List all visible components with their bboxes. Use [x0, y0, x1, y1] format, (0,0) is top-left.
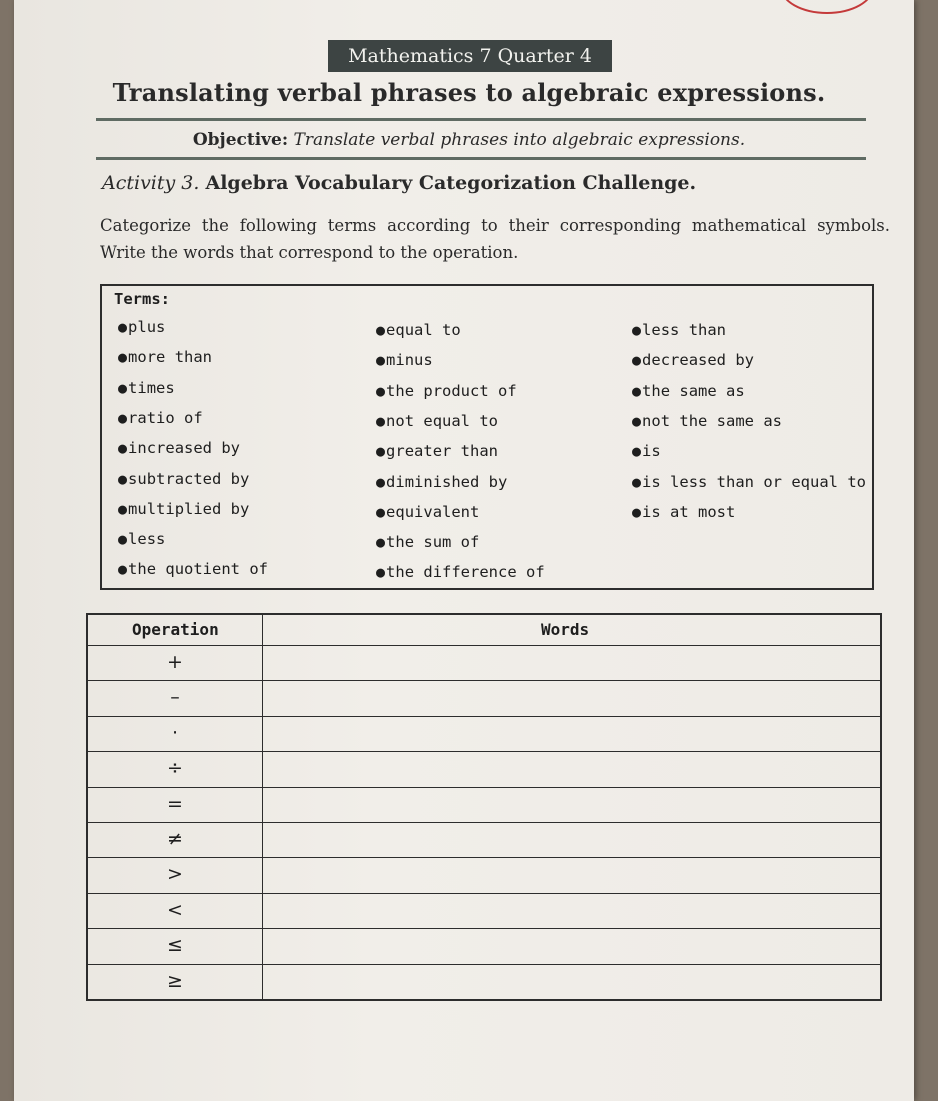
bullet-icon: ●: [376, 472, 386, 491]
term-text: equal to: [386, 321, 461, 339]
red-ink-mark: [780, 0, 874, 14]
bullet-icon: ●: [632, 502, 642, 521]
term-item: [118, 409, 203, 427]
term-item: [376, 442, 498, 460]
operation-header: Operation: [132, 620, 219, 639]
term-item: [376, 412, 498, 430]
table-row-divider: [88, 822, 880, 823]
operation-symbol: ≠: [167, 828, 183, 850]
subject-banner: Mathematics 7 Quarter 4: [328, 40, 612, 72]
term-item: [632, 473, 866, 491]
bullet-icon: ●: [376, 321, 386, 339]
term-item: [376, 473, 507, 491]
term-item: [376, 533, 479, 551]
bullet-icon: ●: [376, 411, 386, 430]
term-text: is: [642, 442, 661, 461]
bullet-icon: ●: [118, 318, 128, 336]
bullet-icon: ●: [118, 469, 128, 488]
table-row-divider: [88, 645, 880, 646]
term-text: not the same as: [642, 411, 783, 430]
table-row-divider: [88, 680, 880, 681]
bullet-icon: ●: [632, 381, 642, 400]
activity-number: Activity 3.: [102, 172, 200, 194]
table-row-divider: [88, 928, 880, 929]
bullet-icon: ●: [376, 502, 386, 521]
operation-symbol: ≤: [167, 934, 183, 957]
term-item: [376, 503, 479, 521]
bullet-icon: ●: [632, 472, 642, 491]
term-item: [376, 321, 461, 339]
objective-line: [0, 130, 938, 150]
term-text: increased by: [128, 439, 241, 458]
term-text: less than: [642, 321, 727, 339]
term-text: equivalent: [386, 502, 480, 521]
title-rule-bottom: [96, 157, 866, 160]
term-text: is at most: [642, 502, 736, 521]
term-text: subtracted by: [128, 469, 250, 488]
bullet-icon: ●: [118, 499, 128, 518]
table-row-divider: [88, 751, 880, 752]
bullet-icon: ●: [118, 439, 128, 458]
operation-words-table: [86, 613, 882, 1001]
term-text: minus: [386, 351, 433, 370]
term-text: the same as: [642, 381, 745, 400]
term-text: the sum of: [386, 533, 480, 552]
term-item: [376, 382, 517, 400]
objective-text: Translate verbal phrases into algebraic expressions.: [293, 130, 746, 150]
bullet-icon: ●: [376, 381, 386, 400]
operation-symbol: ÷: [167, 757, 183, 780]
term-text: multiplied by: [128, 499, 250, 518]
activity-instructions: Categorize the following terms according to their corresponding mathematical symbols. Write the words that correspond to the operation.: [100, 216, 890, 262]
term-item: [118, 530, 165, 548]
operation-symbol: –: [170, 686, 180, 709]
operation-symbol: <: [167, 898, 183, 921]
term-text: more than: [128, 348, 213, 367]
operation-symbol: +: [167, 651, 183, 673]
term-text: the difference of: [386, 563, 545, 582]
bullet-icon: ●: [376, 442, 386, 461]
title-rule-top: [96, 118, 866, 121]
table-column-divider: [262, 615, 263, 999]
operation-symbol: >: [167, 863, 183, 886]
term-text: the quotient of: [128, 560, 269, 579]
term-text: is less than or equal to: [642, 472, 866, 491]
term-item: [118, 470, 249, 488]
bullet-icon: ●: [118, 530, 128, 549]
term-item: [118, 379, 175, 397]
term-text: diminished by: [386, 472, 508, 491]
bullet-icon: ●: [118, 560, 128, 579]
bullet-icon: ●: [376, 563, 386, 582]
term-text: decreased by: [642, 351, 755, 370]
table-row-divider: [88, 716, 880, 717]
term-item: [376, 563, 545, 581]
term-item: [118, 348, 212, 366]
bullet-icon: ●: [376, 533, 386, 552]
term-item: [632, 382, 745, 400]
term-text: not equal to: [386, 411, 499, 430]
term-item: [632, 503, 735, 521]
term-item: [632, 351, 754, 369]
objective-label: Objective:: [192, 130, 289, 150]
activity-heading: [102, 172, 696, 194]
table-row-divider: [88, 857, 880, 858]
table-row-divider: [88, 787, 880, 788]
bullet-icon: ●: [118, 378, 128, 397]
bullet-icon: ●: [118, 348, 128, 367]
operation-symbol: ≥: [167, 969, 183, 992]
term-item: [632, 442, 661, 460]
term-item: [118, 318, 165, 336]
term-item: [118, 500, 249, 518]
term-item: [376, 351, 433, 369]
bullet-icon: ●: [118, 408, 128, 427]
activity-name: Algebra Vocabulary Categorization Challenge.: [205, 172, 697, 194]
term-text: greater than: [386, 442, 499, 461]
terms-box: [100, 284, 874, 590]
bullet-icon: ●: [632, 351, 642, 370]
page-title: Translating verbal phrases to algebraic expressions.: [112, 78, 826, 107]
bullet-icon: ●: [632, 442, 642, 461]
term-text: times: [128, 378, 175, 397]
term-item: [632, 412, 782, 430]
table-row-divider: [88, 893, 880, 894]
bullet-icon: ●: [376, 351, 386, 370]
words-header: Words: [541, 620, 590, 639]
term-text: plus: [128, 318, 166, 336]
bullet-icon: ●: [632, 411, 642, 430]
table-row-divider: [88, 964, 880, 965]
terms-title: Terms:: [114, 290, 170, 308]
term-text: less: [128, 530, 166, 549]
term-item: [632, 321, 726, 339]
term-text: the product of: [386, 381, 517, 400]
term-text: ratio of: [128, 408, 203, 427]
term-item: [118, 560, 268, 578]
bullet-icon: ●: [632, 321, 642, 339]
term-item: [118, 439, 240, 457]
operation-symbol: =: [167, 792, 183, 815]
operation-symbol: ·: [171, 721, 179, 744]
